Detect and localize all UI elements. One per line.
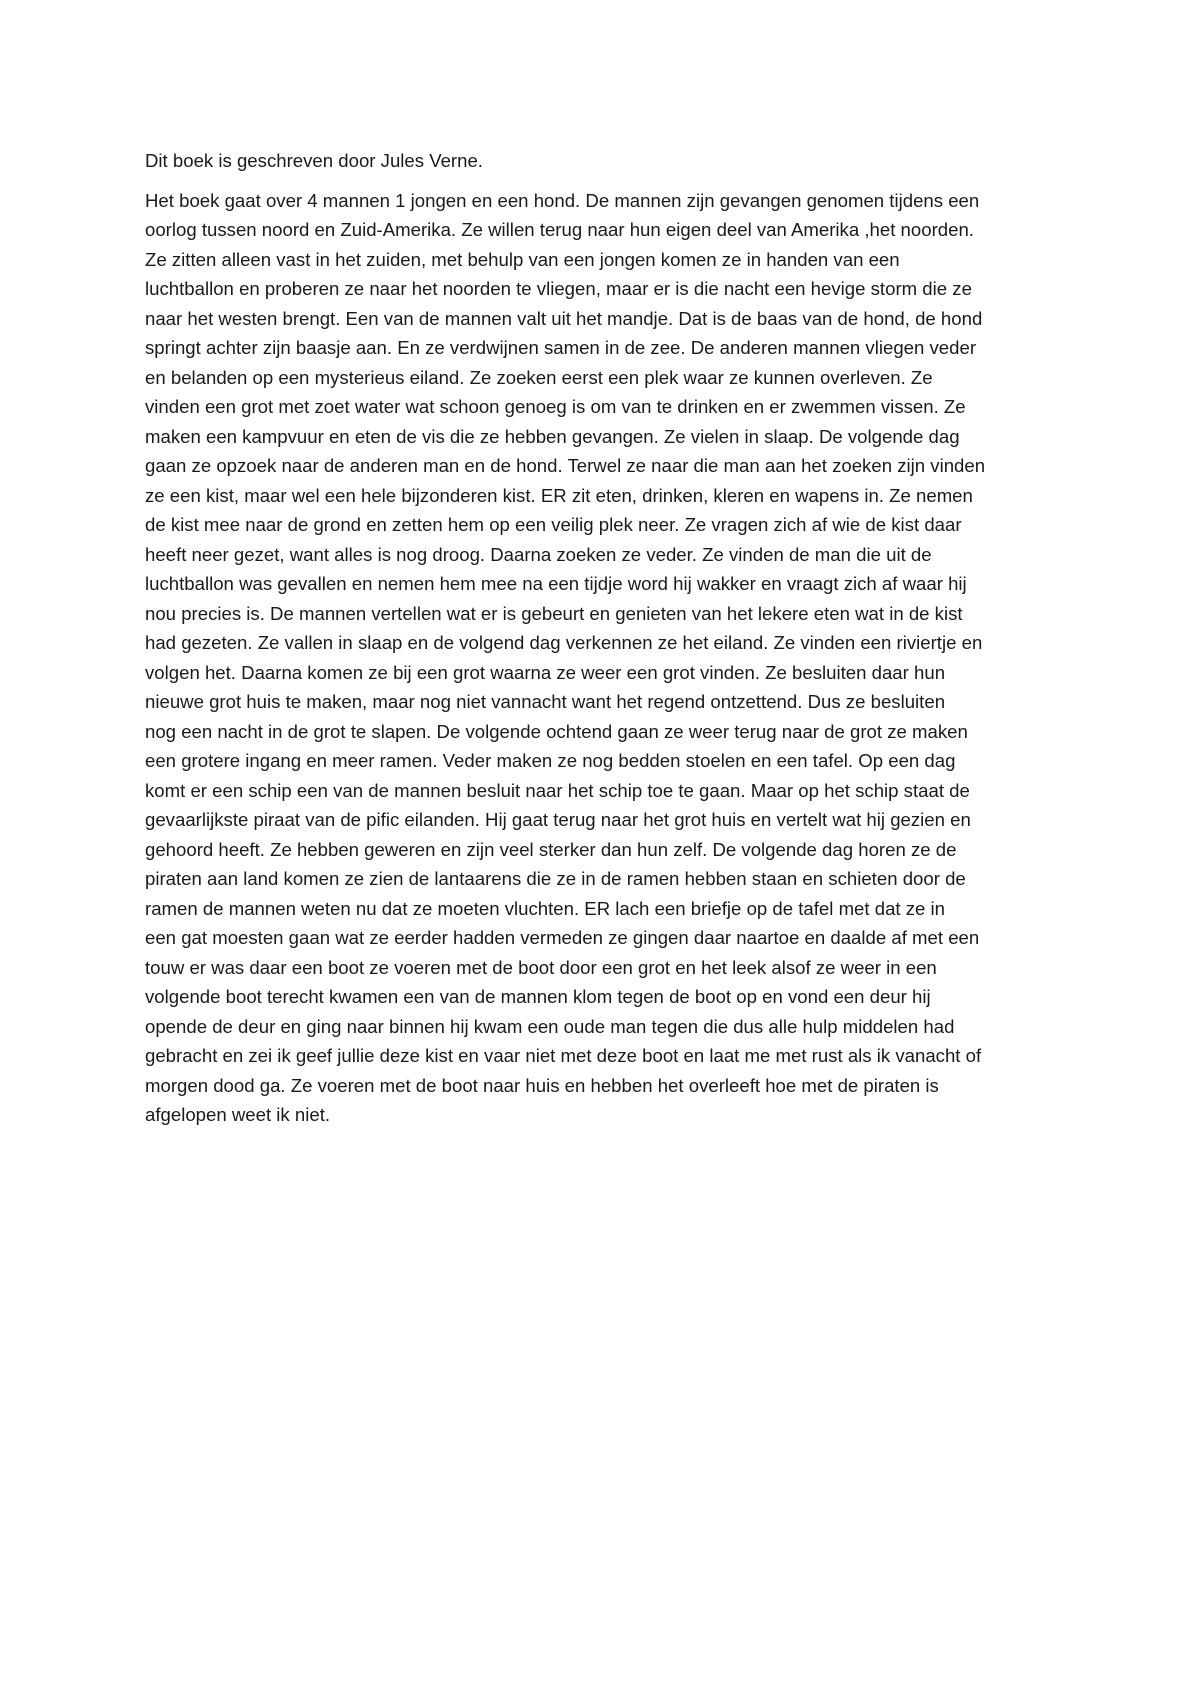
text-line: luchtballon was gevallen en nemen hem mee na een tijdje word hij wakker en vraagt zich af waar hij — [145, 573, 967, 594]
text-line: touw er was daar een boot ze voeren met de boot door een grot en het leek alsof ze weer in een — [145, 956, 937, 978]
summary-paragraph — [145, 186, 1075, 1130]
text-line: een grotere ingang en meer ramen. Veder maken ze nog bedden stoelen en een tafel. Op een dag — [145, 750, 956, 771]
document-body — [145, 146, 1075, 1140]
text-line: opende de deur en ging naar binnen hij kwam een oude man tegen die dus alle hulp middelen had — [145, 1015, 955, 1037]
text-line: had gezeten. Ze vallen in slaap en de volgend dag verkennen ze het eiland. Ze vinden een riviertje en — [145, 632, 983, 653]
intro-paragraph: Dit boek is geschreven door Jules Verne. — [145, 150, 483, 171]
text-line: ze een kist, maar wel een hele bijzonderen kist. ER zit eten, drinken, kleren en wapens in. Ze nemen — [145, 484, 973, 506]
text-line: oorlog tussen noord en Zuid-Amerika. Ze willen terug naar hun eigen deel van Amerika ,het noorden. — [145, 219, 974, 240]
text-line: nog een nacht in de grot te slapen. De volgende ochtend gaan ze weer terug naar de grot ze maken — [145, 720, 968, 742]
text-line: ramen de mannen weten nu dat ze moeten vluchten. ER lach een briefje op de tafel met dat ze in — [145, 897, 946, 919]
text-line: nou precies is. De mannen vertellen wat er is gebeurt en genieten van het lekere eten wat in de kist — [145, 602, 963, 624]
text-line: springt achter zijn baasje aan. En ze verdwijnen samen in de zee. De anderen mannen vliegen veder — [145, 337, 977, 358]
text-line: piraten aan land komen ze zien de lantaarens die ze in de ramen hebben staan en schieten door de — [145, 868, 966, 889]
text-line: gebracht en zei ik geef jullie deze kist en vaar niet met deze boot en laat me met rust als ik vanacht of — [145, 1045, 982, 1066]
text-line: en belanden op een mysterieus eiland. Ze zoeken eerst een plek waar ze kunnen overleven. Ze — [145, 366, 933, 388]
text-line: vinden een grot met zoet water wat schoon genoeg is om van te drinken en er zwemmen vissen. Ze — [145, 396, 966, 417]
text-line: Het boek gaat over 4 mannen 1 jongen en een hond. De mannen zijn gevangen genomen tijdens een — [145, 189, 980, 211]
text-line: gaan ze opzoek naar de anderen man en de hond. Terwel ze naar die man aan het zoeken zijn vinden — [145, 455, 986, 476]
text-line: afgelopen weet ik niet. — [145, 1104, 331, 1125]
text-line: volgende boot terecht kwamen een van de mannen klom tegen de boot op en vond een deur hij — [145, 986, 931, 1007]
text-line: Ze zitten alleen vast in het zuiden, met behulp van een jongen komen ze in handen van een — [145, 248, 900, 270]
text-line: naar het westen brengt. Een van de mannen valt uit het mandje. Dat is de baas van de hond, de hond — [145, 307, 983, 329]
text-line: gehoord heeft. Ze hebben geweren en zijn veel sterker dan hun zelf. De volgende dag horen ze de — [145, 838, 957, 860]
text-line: komt er een schip een van de mannen besluit naar het schip toe te gaan. Maar op het schip staat de — [145, 779, 970, 801]
text-line: luchtballon en proberen ze naar het noorden te vliegen, maar er is die nacht een hevige storm die ze — [145, 278, 972, 299]
text-line: een gat moesten gaan wat ze eerder hadden vermeden ze gingen daar naartoe en daalde af met een — [145, 927, 980, 948]
text-line: heeft neer gezet, want alles is nog droog. Daarna zoeken ze veder. Ze vinden de man die uit de — [145, 543, 932, 565]
text-line: maken een kampvuur en eten de vis die ze hebben gevangen. Ze vielen in slaap. De volgende dag — [145, 425, 960, 447]
text-line: gevaarlijkste piraat van de pific eilanden. Hij gaat terug naar het grot huis en vertelt wat hij gezien en — [145, 809, 971, 830]
text-line: volgen het. Daarna komen ze bij een grot waarna ze weer een grot vinden. Ze besluiten daar hun — [145, 661, 946, 683]
text-line: de kist mee naar de grond en zetten hem op een veilig plek neer. Ze vragen zich af wie de kist daar — [145, 514, 962, 535]
text-line: nieuwe grot huis te maken, maar nog niet vannacht want het regend ontzettend. Dus ze besluiten — [145, 691, 946, 712]
text-line: morgen dood ga. Ze voeren met de boot naar huis en hebben het overleeft hoe met de piraten is — [145, 1074, 939, 1096]
